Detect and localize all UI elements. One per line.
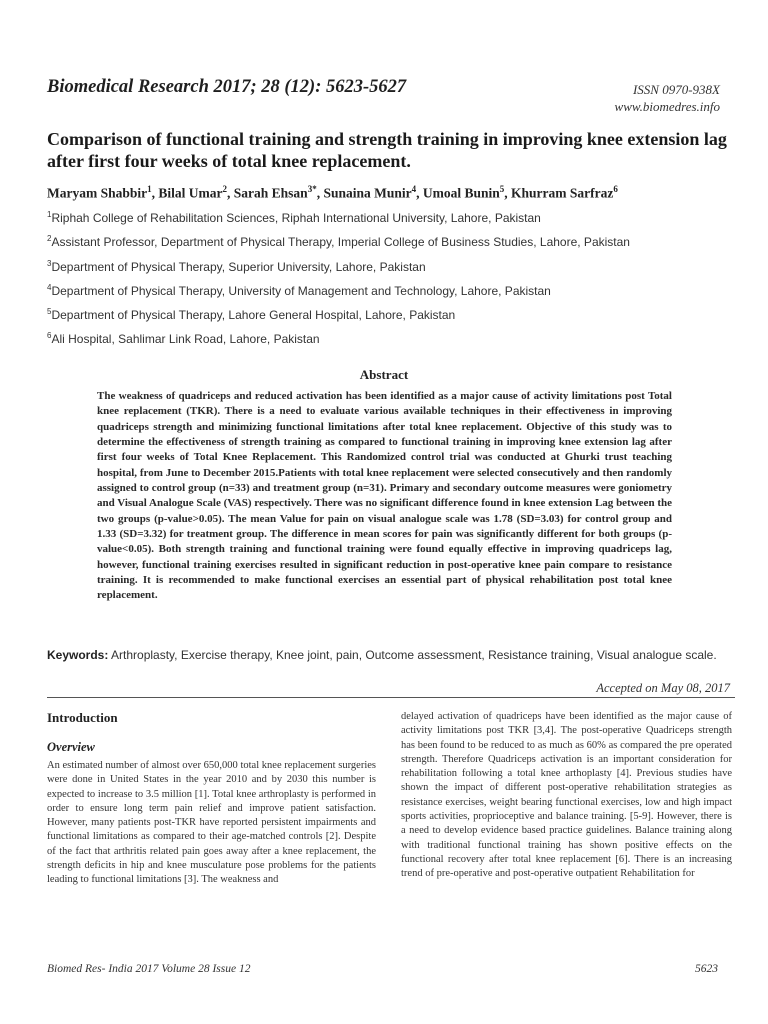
author-affiliation-mark: 2 <box>222 184 228 194</box>
affiliation-number: 1 <box>47 210 52 219</box>
affiliation-item <box>47 234 630 258</box>
affiliation-number: 3 <box>47 258 52 268</box>
abstract-body: The weakness of quadriceps and reduced activation has been identified as a major cause of activity limitations post Total knee replacement (TKR). There is a need to evaluate various available techniques in their effectiveness in improving quadriceps strength and minimizing functional limitations after total knee replacement. Objective of this study was to determine the effectiveness of strength training as compared to functional training in improving knee extension lag after first four weeks of Total Knee Replacement. This Randomized control trial was conducted at Ghurki trust teaching hospital, from June to December 2015.Patients with total knee replacement were selected consecutively and then randomly assigned to control group (n=33) and treatment group (n=31). Primary and secondary outcome measures were goniometry and Visual Analogue Scale (VAS) respectively. There was no significant difference found in knee extension Lag between the two groups (p-value>0.05). The mean Value for pain on visual analogue scale was 1.78 (SD=3.03) for control group and 1.33 (SD=3.32) for treatment group. The difference in mean scores for pain was significantly different for both groups (p-value<0.05). Both strength training and functional training were found equally effective in improving quadriceps lag, however, functional training exercises resulted in significant reduction in post-operative knee pain compare to resistance training. It is recommended to make functional exercises an essential part of physical rehabilitation post total knee replacement. <box>97 390 672 602</box>
issn-block <box>615 81 720 115</box>
affiliation-item <box>47 259 630 283</box>
author-affiliation-mark: 1 <box>147 184 152 194</box>
affiliation-text: Department of Physical Therapy, Lahore General Hospital, Lahore, Pakistan <box>51 308 456 323</box>
affiliation-text: Department of Physical Therapy, Superior University, Lahore, Pakistan <box>51 259 426 274</box>
author-name: Sarah Ehsan <box>233 185 308 201</box>
affiliation-text: Assistant Professor, Department of Physical Therapy, Imperial College of Business Studies, Lahore, Pakistan <box>51 235 630 250</box>
affiliation-text: Ali Hospital, Sahlimar Link Road, Lahore, Pakistan <box>51 332 320 347</box>
affiliation-item <box>47 307 630 331</box>
introduction-heading: Introduction <box>47 710 118 725</box>
journal-website[interactable]: www.biomedres.info <box>614 99 720 114</box>
keywords-text: Arthroplasty, Exercise therapy, Knee joint, pain, Outcome assessment, Resistance training, Visual analogue scale. <box>108 648 717 662</box>
author-name: Maryam Shabbir <box>47 185 148 201</box>
author-affiliation-mark: 5 <box>499 184 505 194</box>
author-affiliation-mark: 4 <box>411 184 417 194</box>
author-list <box>47 184 618 202</box>
affiliation-text: Riphah College of Rehabilitation Sciences, Riphah International University, Lahore, Pakistan <box>51 211 541 225</box>
article-title: Comparison of functional training and strength training in improving knee extension lag after first four weeks of total knee replacement. <box>47 129 727 171</box>
affiliation-item <box>47 210 630 234</box>
affiliation-item <box>47 283 630 307</box>
section-divider <box>47 697 735 698</box>
affiliation-number: 6 <box>47 331 52 341</box>
author-affiliation-mark: 3* <box>307 184 317 194</box>
body-text-left-column: An estimated number of almost over 650,000 total knee replacement surgeries were done in United States in the year 2010 and by 2030 this number is expected to increase to 3.5 million [1]. Total knee arthroplasty is performed in order to ensure long term pain relief and improve patient satisfaction. However, many patients post-TKR have reported persistent impairments and functional limitations as compared to their age-matched controls [2]. Despite of the fact that arthritis related pain goes away after a knee replacement, the strength deficits in hip and knee musculature pose problems for the patients leading to functional limitations [3]. The weakness and <box>47 760 376 886</box>
footer-citation: Biomed Res- India 2017 Volume 28 Issue 12 <box>47 963 251 975</box>
author-separator: , <box>416 185 423 201</box>
keywords <box>47 647 737 663</box>
abstract-heading: Abstract <box>359 367 409 382</box>
accepted-date: Accepted on May 08, 2017 <box>596 681 730 695</box>
body-text-right-column: delayed activation of quadriceps have been identified as the major cause of activity limitations post TKR [3,4]. The post-operative Quadriceps strength has been found to be reduced to as much as 60% as compared the pre operated strength. Therefore Quadriceps activation is an important consideration for rehabilitation following a total knee arthoplasty [4]. Previous studies have shown the impact of different post-operative rehabilitation strategies as resistance exercises, weight bearing functional exercises, low and high impact sports activities, proprioceptive and balance training. [5-9]. However, there is a need to develop evidence based practice guidelines. Balance training along with traditional functional training has shown positive effects on the functional recovery after total knee replacement [6]. There is an increasing trend of pre-operative and post-operative outpatient Rehabilitation for <box>401 711 732 880</box>
author-name: Bilal Umar <box>158 185 223 201</box>
issn-number: ISSN 0970-938X <box>632 82 720 97</box>
author-separator: , <box>316 185 324 201</box>
affiliation-list <box>47 210 630 356</box>
affiliation-number: 2 <box>47 234 52 244</box>
affiliation-item <box>47 331 630 355</box>
affiliation-number: 4 <box>47 282 52 292</box>
journal-title: Biomedical Research 2017; 28 (12): 5623-5627 <box>47 77 407 97</box>
author-affiliation-mark: 6 <box>613 184 618 194</box>
author-separator: , <box>151 185 159 201</box>
overview-subheading: Overview <box>47 740 95 754</box>
affiliation-number: 5 <box>47 307 52 317</box>
author-separator: , <box>504 185 512 201</box>
affiliation-text: Department of Physical Therapy, University of Management and Technology, Lahore, Pakistan <box>51 283 551 298</box>
keywords-label: Keywords: <box>47 648 109 662</box>
page-number: 5623 <box>695 963 718 975</box>
author-separator: , <box>227 185 234 201</box>
author-name: Umoal Bunin <box>422 185 500 201</box>
author-name: Sunaina Munir <box>323 185 412 201</box>
author-name: Khurram Sarfraz <box>511 185 614 201</box>
